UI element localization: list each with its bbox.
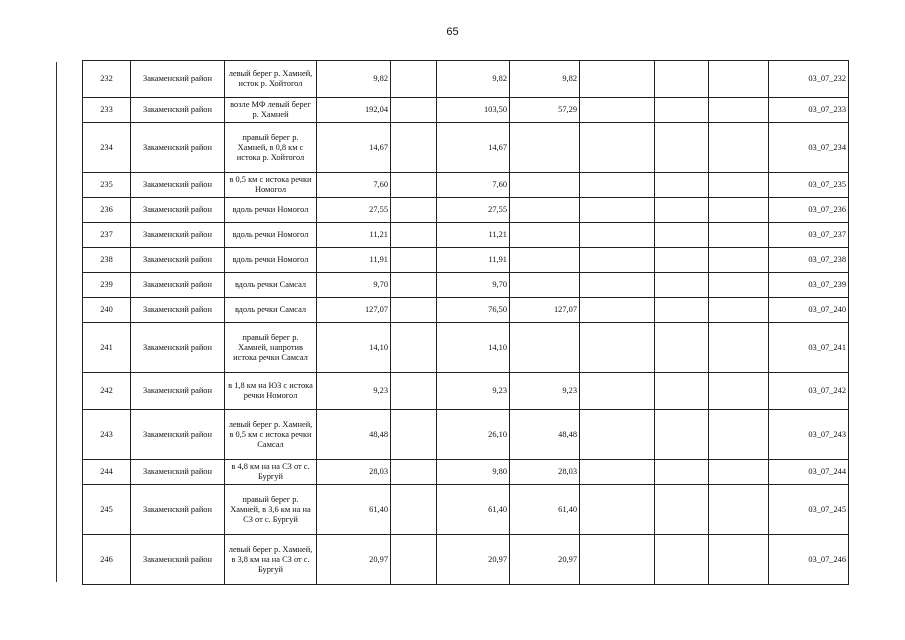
value-col7-cell <box>709 198 769 223</box>
area-total-cell: 61,40 <box>317 485 391 535</box>
value-col5-cell <box>580 61 655 98</box>
value-col4-cell <box>510 273 580 298</box>
code-cell: 03_07_240 <box>769 298 849 323</box>
page-number: 65 <box>446 26 459 38</box>
row-number-cell: 232 <box>83 61 131 98</box>
value-col2-cell <box>391 460 437 485</box>
value-col4-cell <box>510 223 580 248</box>
area-total-cell: 14,67 <box>317 123 391 173</box>
value-col5-cell <box>580 373 655 410</box>
value-col2-cell <box>391 98 437 123</box>
location-cell: возле МФ левый берег р. Хамней <box>225 98 317 123</box>
value-col7-cell <box>709 248 769 273</box>
value-col6-cell <box>655 373 709 410</box>
table-row <box>83 61 849 98</box>
code-cell: 03_07_238 <box>769 248 849 273</box>
location-cell: в 0,5 км с истока речки Номогол <box>225 173 317 198</box>
district-cell: Закаменский район <box>131 123 225 173</box>
value-col2-cell <box>391 273 437 298</box>
value-col3-cell: 76,50 <box>437 298 510 323</box>
value-col3-cell: 9,23 <box>437 373 510 410</box>
value-col7-cell <box>709 485 769 535</box>
margin-line <box>56 62 57 582</box>
code-cell: 03_07_243 <box>769 410 849 460</box>
value-col4-cell: 57,29 <box>510 98 580 123</box>
row-number-cell: 234 <box>83 123 131 173</box>
area-total-cell: 9,23 <box>317 373 391 410</box>
value-col3-cell: 7,60 <box>437 173 510 198</box>
row-number-cell: 245 <box>83 485 131 535</box>
value-col5-cell <box>580 535 655 585</box>
district-cell: Закаменский район <box>131 460 225 485</box>
district-cell: Закаменский район <box>131 248 225 273</box>
value-col5-cell <box>580 123 655 173</box>
value-col2-cell <box>391 485 437 535</box>
value-col4-cell <box>510 248 580 273</box>
value-col7-cell <box>709 410 769 460</box>
value-col3-cell: 11,91 <box>437 248 510 273</box>
row-number-cell: 242 <box>83 373 131 410</box>
value-col4-cell <box>510 173 580 198</box>
value-col7-cell <box>709 223 769 248</box>
value-col6-cell <box>655 123 709 173</box>
district-cell: Закаменский район <box>131 298 225 323</box>
value-col5-cell <box>580 98 655 123</box>
district-cell: Закаменский район <box>131 173 225 198</box>
table-row <box>83 198 849 223</box>
value-col2-cell <box>391 173 437 198</box>
value-col2-cell <box>391 123 437 173</box>
value-col4-cell: 9,82 <box>510 61 580 98</box>
value-col3-cell: 14,67 <box>437 123 510 173</box>
area-total-cell: 192,04 <box>317 98 391 123</box>
row-number-cell: 239 <box>83 273 131 298</box>
district-cell: Закаменский район <box>131 410 225 460</box>
value-col3-cell: 9,80 <box>437 460 510 485</box>
location-cell: правый берег р. Хамней, в 0,8 км с истока р. Хойтогол <box>225 123 317 173</box>
value-col7-cell <box>709 323 769 373</box>
value-col4-cell <box>510 198 580 223</box>
row-number-cell: 233 <box>83 98 131 123</box>
code-cell: 03_07_242 <box>769 373 849 410</box>
row-number-cell: 240 <box>83 298 131 323</box>
value-col6-cell <box>655 248 709 273</box>
code-cell: 03_07_233 <box>769 98 849 123</box>
value-col5-cell <box>580 198 655 223</box>
district-cell: Закаменский район <box>131 198 225 223</box>
value-col7-cell <box>709 123 769 173</box>
district-cell: Закаменский район <box>131 61 225 98</box>
row-number-cell: 236 <box>83 198 131 223</box>
code-cell: 03_07_236 <box>769 198 849 223</box>
value-col5-cell <box>580 248 655 273</box>
value-col7-cell <box>709 535 769 585</box>
area-total-cell: 11,91 <box>317 248 391 273</box>
location-cell: правый берег р. Хамней, в 3,6 км на на СЗ от с. Бургуй <box>225 485 317 535</box>
value-col3-cell: 9,70 <box>437 273 510 298</box>
location-cell: вдоль речки Самсал <box>225 298 317 323</box>
value-col3-cell: 103,50 <box>437 98 510 123</box>
value-col5-cell <box>580 273 655 298</box>
area-total-cell: 20,97 <box>317 535 391 585</box>
value-col3-cell: 20,97 <box>437 535 510 585</box>
value-col6-cell <box>655 223 709 248</box>
location-cell: вдоль речки Номогол <box>225 198 317 223</box>
value-col5-cell <box>580 460 655 485</box>
value-col6-cell <box>655 98 709 123</box>
row-number-cell: 241 <box>83 323 131 373</box>
row-number-cell: 237 <box>83 223 131 248</box>
district-cell: Закаменский район <box>131 223 225 248</box>
row-number-cell: 238 <box>83 248 131 273</box>
value-col2-cell <box>391 535 437 585</box>
value-col5-cell <box>580 485 655 535</box>
value-col2-cell <box>391 323 437 373</box>
value-col2-cell <box>391 298 437 323</box>
value-col6-cell <box>655 198 709 223</box>
table-row <box>83 273 849 298</box>
location-cell: вдоль речки Номогол <box>225 248 317 273</box>
value-col7-cell <box>709 373 769 410</box>
value-col6-cell <box>655 410 709 460</box>
value-col3-cell: 27,55 <box>437 198 510 223</box>
value-col5-cell <box>580 223 655 248</box>
row-number-cell: 246 <box>83 535 131 585</box>
value-col3-cell: 11,21 <box>437 223 510 248</box>
value-col4-cell: 48,48 <box>510 410 580 460</box>
value-col4-cell: 9,23 <box>510 373 580 410</box>
district-cell: Закаменский район <box>131 323 225 373</box>
value-col5-cell <box>580 410 655 460</box>
value-col7-cell <box>709 61 769 98</box>
code-cell: 03_07_237 <box>769 223 849 248</box>
value-col6-cell <box>655 535 709 585</box>
table-row <box>83 248 849 273</box>
value-col6-cell <box>655 273 709 298</box>
value-col5-cell <box>580 323 655 373</box>
code-cell: 03_07_245 <box>769 485 849 535</box>
value-col4-cell: 127,07 <box>510 298 580 323</box>
location-cell: вдоль речки Самсал <box>225 273 317 298</box>
table-row <box>83 373 849 410</box>
row-number-cell: 244 <box>83 460 131 485</box>
area-total-cell: 127,07 <box>317 298 391 323</box>
value-col4-cell <box>510 123 580 173</box>
registry-table <box>82 60 849 585</box>
value-col7-cell <box>709 273 769 298</box>
value-col2-cell <box>391 248 437 273</box>
value-col4-cell: 61,40 <box>510 485 580 535</box>
code-cell: 03_07_244 <box>769 460 849 485</box>
value-col7-cell <box>709 298 769 323</box>
table-row <box>83 123 849 173</box>
district-cell: Закаменский район <box>131 273 225 298</box>
location-cell: в 1,8 км на ЮЗ с истока речки Номогол <box>225 373 317 410</box>
value-col4-cell: 28,03 <box>510 460 580 485</box>
value-col6-cell <box>655 485 709 535</box>
area-total-cell: 7,60 <box>317 173 391 198</box>
table-row <box>83 98 849 123</box>
value-col2-cell <box>391 61 437 98</box>
table-row <box>83 173 849 198</box>
location-cell: левый берег р. Хамней, в 0,5 км с истока речки Самсал <box>225 410 317 460</box>
table-row <box>83 223 849 248</box>
area-total-cell: 28,03 <box>317 460 391 485</box>
value-col2-cell <box>391 223 437 248</box>
area-total-cell: 11,21 <box>317 223 391 248</box>
location-cell: левый берег р. Хамней, исток р. Хойтогол <box>225 61 317 98</box>
value-col6-cell <box>655 323 709 373</box>
area-total-cell: 9,70 <box>317 273 391 298</box>
value-col6-cell <box>655 173 709 198</box>
value-col7-cell <box>709 98 769 123</box>
area-total-cell: 48,48 <box>317 410 391 460</box>
location-cell: в 4,8 км на на СЗ от с. Бургуй <box>225 460 317 485</box>
code-cell: 03_07_235 <box>769 173 849 198</box>
area-total-cell: 27,55 <box>317 198 391 223</box>
value-col6-cell <box>655 61 709 98</box>
value-col6-cell <box>655 460 709 485</box>
value-col4-cell: 20,97 <box>510 535 580 585</box>
value-col3-cell: 9,82 <box>437 61 510 98</box>
district-cell: Закаменский район <box>131 98 225 123</box>
value-col2-cell <box>391 373 437 410</box>
district-cell: Закаменский район <box>131 485 225 535</box>
table-row <box>83 485 849 535</box>
table-row <box>83 410 849 460</box>
row-number-cell: 243 <box>83 410 131 460</box>
value-col3-cell: 14,10 <box>437 323 510 373</box>
code-cell: 03_07_234 <box>769 123 849 173</box>
table-row <box>83 460 849 485</box>
table-row <box>83 323 849 373</box>
district-cell: Закаменский район <box>131 535 225 585</box>
district-cell: Закаменский район <box>131 373 225 410</box>
value-col5-cell <box>580 173 655 198</box>
code-cell: 03_07_241 <box>769 323 849 373</box>
value-col3-cell: 61,40 <box>437 485 510 535</box>
location-cell: вдоль речки Номогол <box>225 223 317 248</box>
value-col6-cell <box>655 298 709 323</box>
row-number-cell: 235 <box>83 173 131 198</box>
value-col7-cell <box>709 460 769 485</box>
code-cell: 03_07_246 <box>769 535 849 585</box>
value-col2-cell <box>391 198 437 223</box>
table-body <box>83 61 849 585</box>
code-cell: 03_07_239 <box>769 273 849 298</box>
value-col3-cell: 26,10 <box>437 410 510 460</box>
area-total-cell: 14,10 <box>317 323 391 373</box>
table-row <box>83 535 849 585</box>
value-col4-cell <box>510 323 580 373</box>
value-col5-cell <box>580 298 655 323</box>
value-col7-cell <box>709 173 769 198</box>
location-cell: правый берег р. Хамней, напротив истока речки Самсал <box>225 323 317 373</box>
area-total-cell: 9,82 <box>317 61 391 98</box>
value-col2-cell <box>391 410 437 460</box>
code-cell: 03_07_232 <box>769 61 849 98</box>
location-cell: левый берег р. Хамней, в 3,8 км на на СЗ от с. Бургуй <box>225 535 317 585</box>
table-row <box>83 298 849 323</box>
